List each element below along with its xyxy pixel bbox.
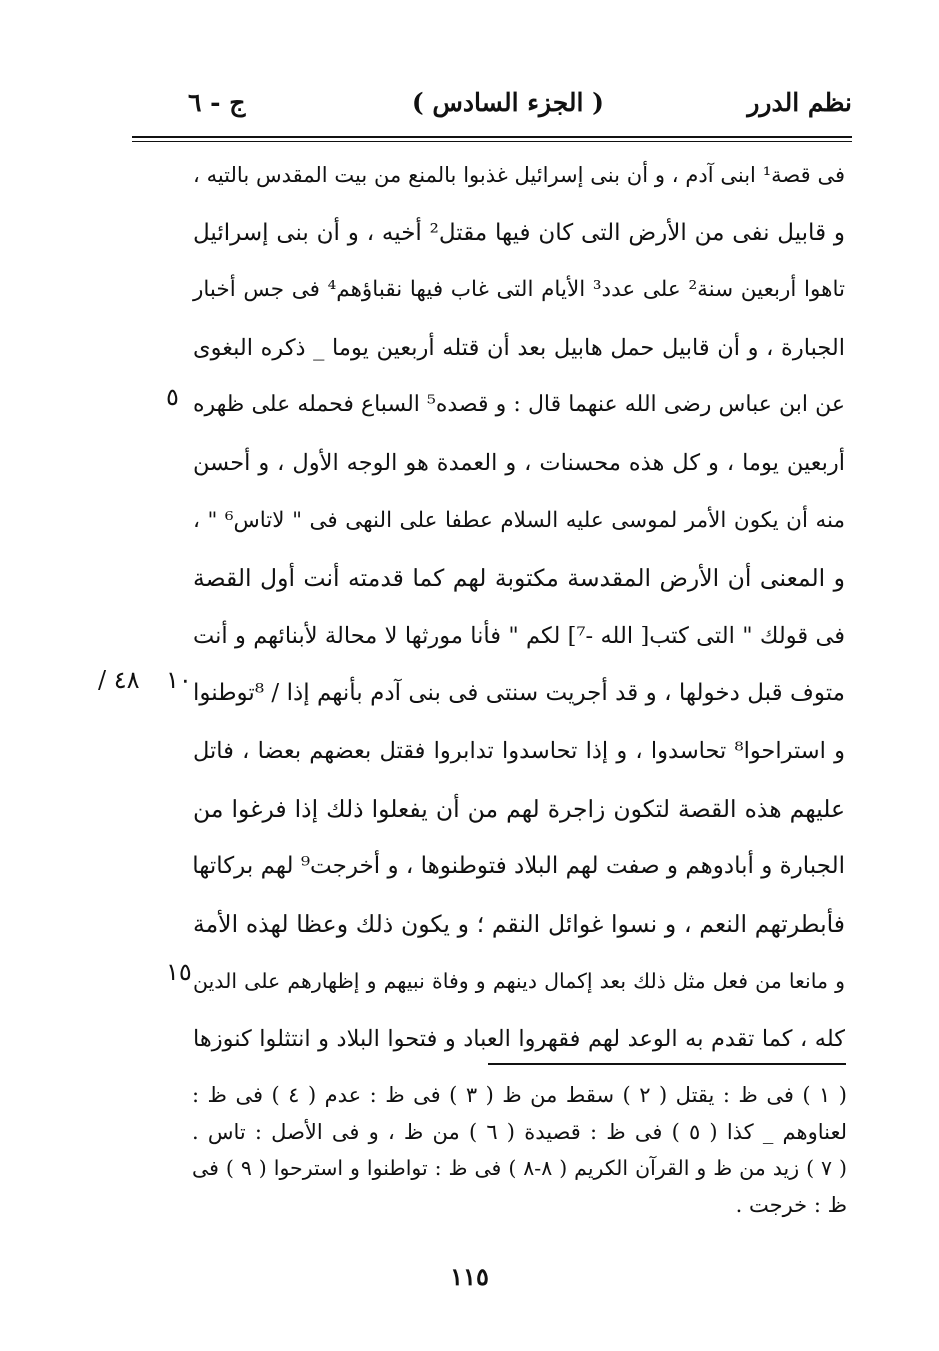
text-line: فى قولك " التى كتب[ الله -⁷] لكم " فأنا مورثها لا محالة لأبنائهم و أنت xyxy=(193,622,845,649)
text-line: أربعين يوما ، و كل هذه محسنات ، و العمدة هو الوجه الأول ، و أحسن xyxy=(193,449,845,476)
part-title: ( الجزء السادس ) xyxy=(411,88,604,117)
text-line: و مانعا من فعل مثل ذلك بعد إكمال دينهم و وفاة نبيهم و إظهارهم على الدين xyxy=(193,969,845,994)
text-line: عن ابن عباس رضى الله عنهما قال : و قصده⁵ السباع فحمله على ظهره xyxy=(193,392,845,418)
volume-reference: ج - ٦ xyxy=(188,88,246,117)
footnote-line: ( ١ ) فى ظ : يقتل ( ٢ ) سقط من ظ ( ٣ ) فى ظ : عدم ( ٤ ) فى ظ : xyxy=(192,1083,847,1107)
page-number: ١١٥ xyxy=(450,1262,489,1291)
text-line: فأبطرتهم النعم ، و نسوا غوائل النقم ؛ و يكون ذلك وعظا لهذه الأمة xyxy=(193,909,845,938)
text-line: و المعنى أن الأرض المقدسة مكتوبة لهم كما قدمته أنت أول القصة xyxy=(193,564,845,593)
book-title: نظم الدرر xyxy=(747,88,852,117)
text-line: عليهم هذه القصة لتكون زاجرة لهم من أن يفعلوا ذلك إذا فرغوا من xyxy=(193,794,845,823)
text-line: الجبارة و أبادوهم و صفت لهم البلاد فتوطنوها ، و أخرجت⁹ لهم بركاتها xyxy=(192,853,845,880)
text-line: كله ، كما تقدم به الوعد لهم فقهروا العباد و فتحوا البلاد و انتثلوا كنوزها xyxy=(193,1025,845,1052)
manuscript-folio-reference: ٤٨ / xyxy=(98,666,140,694)
footnote-line: ( ٧ ) زيد من ظ و القرآن الكريم ( ٨-٨ ) فى ظ : تواطنوا و استرحوا ( ٩ ) فى xyxy=(192,1156,848,1180)
footnotes xyxy=(192,1078,847,1224)
line-number-10: ١٠ xyxy=(166,666,192,694)
text-line: متوف قبل دخولها ، و قد أجريت سنتى فى بنى آدم بأنهم إذا / ⁸توطنوا xyxy=(193,680,845,707)
text-line: الجبارة ، و أن قابيل حمل هابيل بعد أن قتله أربعين يوما _ ذكره البغوى xyxy=(193,334,845,361)
text-line: و استراحوا⁸ تحاسدوا ، و إذا تحاسدوا تدابروا فقتل بعضهم بعضا ، فاتل xyxy=(193,737,845,764)
text-line: منه أن يكون الأمر لموسى عليه السلام عطفا على النهى فى " لاتاس⁶ " ، xyxy=(193,507,845,533)
footnote-separator xyxy=(488,1063,846,1065)
main-text xyxy=(193,152,845,1074)
header-rule-thin xyxy=(132,141,852,142)
footnote-line: ظ : خرجت . xyxy=(735,1192,847,1217)
line-number-5: ٥ xyxy=(166,383,179,411)
running-header xyxy=(180,88,852,128)
text-line: فى قصة¹ ابنى آدم ، و أن بنى إسرائيل غذبوا بالمنع من بيت المقدس بالتيه ، xyxy=(193,163,845,187)
footnote-line: لعناوهم _ كذا ( ٥ ) فى ظ : قصيدة ( ٦ ) من ظ ، و فى الأصل : تاس . xyxy=(192,1119,847,1144)
line-number-15: ١٥ xyxy=(166,958,192,986)
text-line: تاهوا أربعين سنة² على عدد³ الأيام التى غاب فيها نقباؤهم⁴ فى جس أخبار xyxy=(193,277,845,303)
text-line: و قابيل نفى من الأرض التى كان فيها مقتل² أخيه ، و أن بنى إسرائيل xyxy=(193,219,845,246)
header-rule xyxy=(132,136,852,138)
